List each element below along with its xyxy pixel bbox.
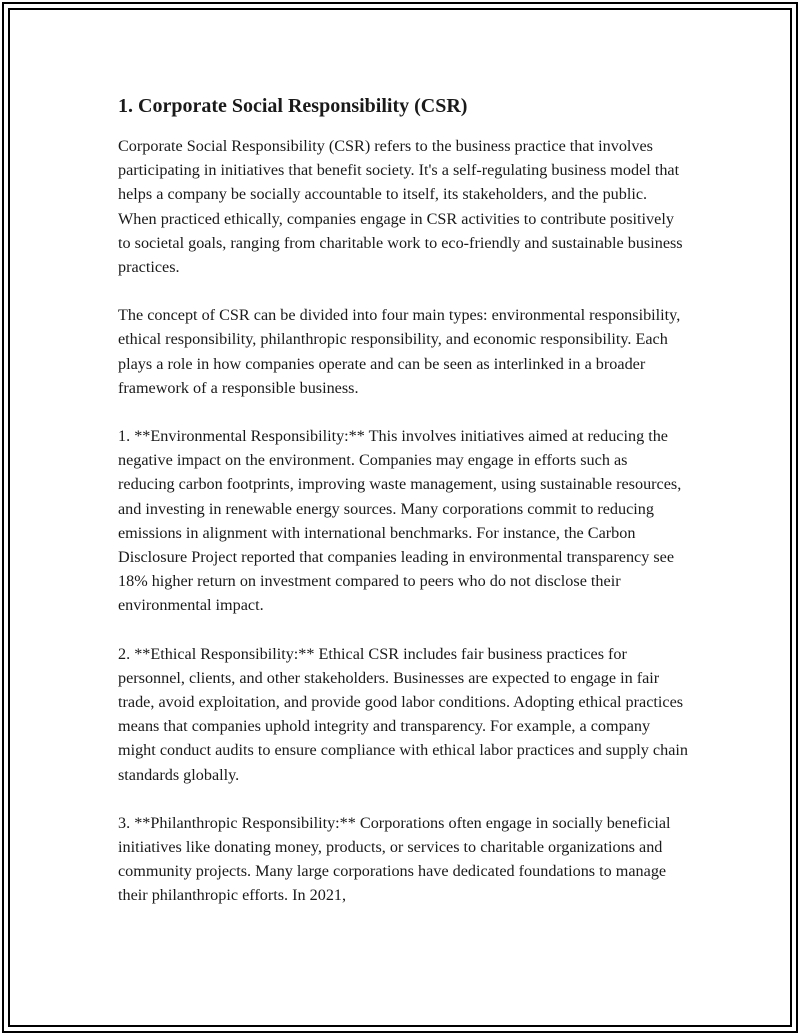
- paragraph-philanthropic-responsibility: 3. **Philanthropic Responsibility:** Corporations often engage in socially beneficial initiatives like donating money, products, or services to charitable organizations and community projects. Many large corporations have dedicated foundations to manage their philanthropic efforts. In 2021,: [118, 813, 671, 905]
- document-body: [118, 92, 688, 932]
- paragraph-environmental-responsibility: 1. **Environmental Responsibility:** This involves initiatives aimed at reducing the negative impact on the environment. Companies may engage in efforts such as reducing carbon footprints, improving waste management, using sustainable resources, and investing in renewable energy sources. Many corporations commit to reducing emissions in alignment with international benchmarks. For instance, the Carbon Disclosure Project reported that companies leading in environmental transparency see 18% higher return on investment compared to peers who do not disclose their environmental impact.: [118, 427, 682, 615]
- paragraph-csr-definition: Corporate Social Responsibility (CSR) refers to the business practice that involves participating in initiatives that benefit society. It's a self-regulating business model that helps a company be socially accountable to itself, its stakeholders, and the public. When practiced ethically, companies engage in CSR activities to contribute positively to societal goals, ranging from charitable work to eco-friendly and sustainable business practices.: [118, 137, 683, 277]
- paragraph-csr-types: The concept of CSR can be divided into four main types: environmental responsibility, ethical responsibility, philanthropic responsibility, and economic responsibility. Each plays a role in how companies operate and can be seen as interlinked in a broader framework of a responsible business.: [118, 306, 681, 397]
- paragraph-ethical-responsibility: 2. **Ethical Responsibility:** Ethical CSR includes fair business practices for personnel, clients, and other stakeholders. Businesses are expected to engage in fair trade, avoid exploitation, and provide good labor conditions. Adopting ethical practices means that companies uphold integrity and transparency. For example, a company might conduct audits to ensure compliance with ethical labor practices and supply chain standards globally.: [118, 644, 688, 784]
- section-heading: 1. Corporate Social Responsibility (CSR): [118, 95, 468, 117]
